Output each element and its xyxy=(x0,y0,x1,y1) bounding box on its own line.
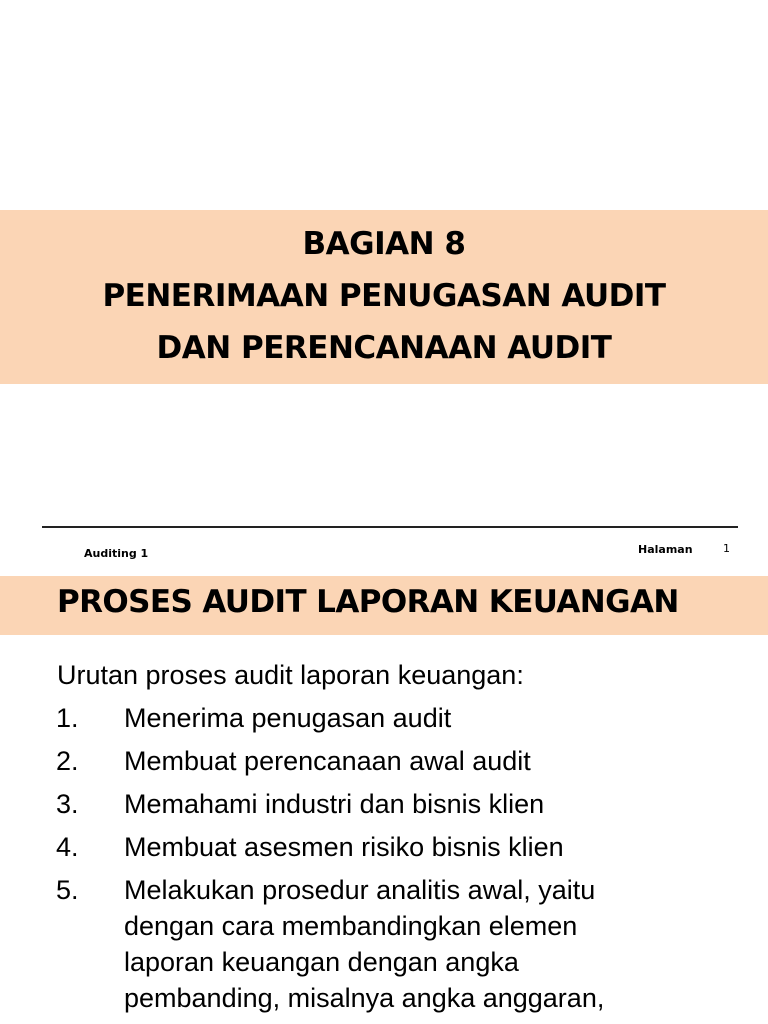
list-item-text-continued: dengan cara membandingkan elemen xyxy=(124,911,578,941)
list-item-number: 1. xyxy=(56,703,79,733)
page-number: 1 xyxy=(723,542,730,555)
footer-page-label: Halaman xyxy=(638,543,693,556)
list-item-number: 3. xyxy=(56,789,79,819)
list-item-text: Membuat perencanaan awal audit xyxy=(124,746,531,776)
section-heading: PROSES AUDIT LAPORAN KEUANGAN xyxy=(57,584,679,620)
list-item-number: 2. xyxy=(56,746,79,776)
footer-divider xyxy=(42,526,738,528)
slide-title-line-3: DAN PERENCANAAN AUDIT xyxy=(156,330,612,366)
list-item-text: Memahami industri dan bisnis klien xyxy=(124,789,545,819)
slide-title-line-1: BAGIAN 8 xyxy=(302,226,466,262)
list-item-text: Menerima penugasan audit xyxy=(124,703,452,733)
list-item-number: 4. xyxy=(56,832,79,862)
footer-course-label: Auditing 1 xyxy=(84,547,149,560)
list-item-text-continued: pembanding, misalnya angka anggaran, xyxy=(124,983,605,1013)
list-item-text: Melakukan prosedur analitis awal, yaitu xyxy=(124,875,596,905)
slide-title-line-2: PENERIMAAN PENUGASAN AUDIT xyxy=(102,278,666,314)
list-item-number: 5. xyxy=(56,875,79,905)
intro-text: Urutan proses audit laporan keuangan: xyxy=(57,660,524,690)
list-item-text: Membuat asesmen risiko bisnis klien xyxy=(124,832,564,862)
list-item-text-continued: laporan keuangan dengan angka xyxy=(124,947,519,977)
